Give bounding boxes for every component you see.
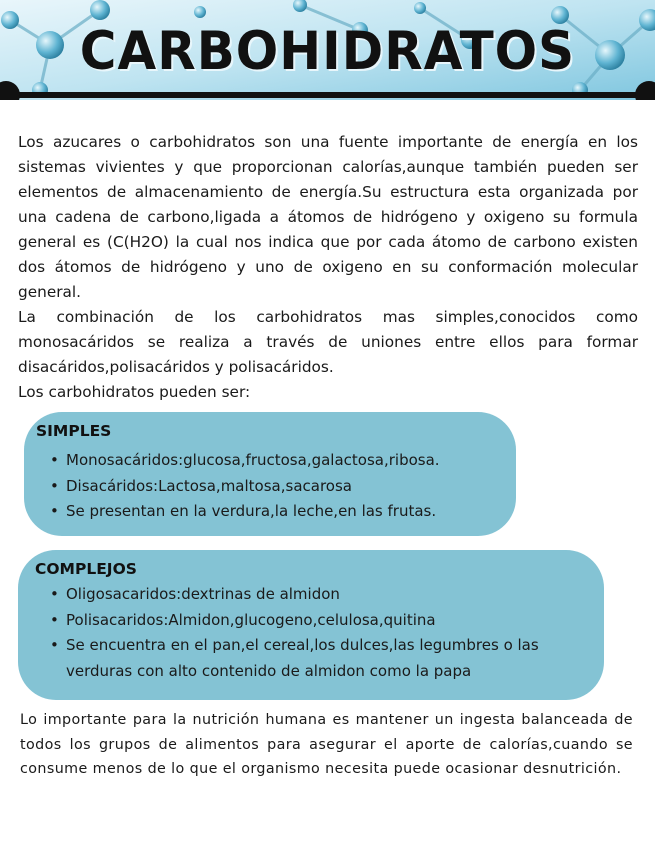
intro-paragraph-1: Los azucares o carbohidratos son una fuente importante de energía en los sistemas vivientes y que proporcionan calorías,aunque también pueden ser elementos de almacenamiento de energía.Su estructura esta organizada por una cadena de carbono,ligada a átomos de hidrógeno y oxigeno su formula general es (C(H2O) la cual nos indica que por cada átomo de carbono existen dos átomos de hidrógeno y uno de oxigeno en su conformación molecular general. xyxy=(18,133,638,301)
list-item: • Oligosacaridos:dextrinas de almidon xyxy=(50,582,600,608)
list-item: • Se presentan en la verdura,la leche,en las frutas. xyxy=(50,499,510,525)
simples-list xyxy=(50,448,510,525)
list-item: • Se encuentra en el pan,el cereal,los dulces,las legumbres o las verduras con alto contenido de almidon como la papa xyxy=(50,633,600,684)
closing-paragraph: Lo importante para la nutrición humana es mantener un ingesta balanceada de todos los grupos de alimentos para asegurar el aporte de calorías,cuando se consume menos de lo que el organismo necesita puede ocasionar desnutrición. xyxy=(20,712,633,777)
title-divider xyxy=(0,92,655,98)
simples-heading: SIMPLES xyxy=(36,422,112,440)
intro-paragraph-2: La combinación de los carbohidratos mas simples,conocidos como monosacáridos se realiza a través de uniones entre ellos para formar disacáridos,polisacáridos y polisacáridos. xyxy=(18,308,638,376)
header-banner xyxy=(0,0,655,100)
complejos-heading: COMPLEJOS xyxy=(35,560,137,578)
complejos-box xyxy=(18,550,604,700)
list-item: • Monosacáridos:glucosa,fructosa,galactosa,ribosa. xyxy=(50,448,510,474)
complejos-list xyxy=(50,582,600,684)
list-item: • Polisacaridos:Almidon,glucogeno,celulosa,quitina xyxy=(50,608,600,634)
intro-paragraph-3: Los carbohidratos pueden ser: xyxy=(18,383,251,401)
simples-box xyxy=(24,412,516,536)
list-item: • Disacáridos:Lactosa,maltosa,sacarosa xyxy=(50,474,510,500)
page-title: CARBOHIDRATOS xyxy=(79,20,576,82)
intro-text xyxy=(18,130,638,405)
